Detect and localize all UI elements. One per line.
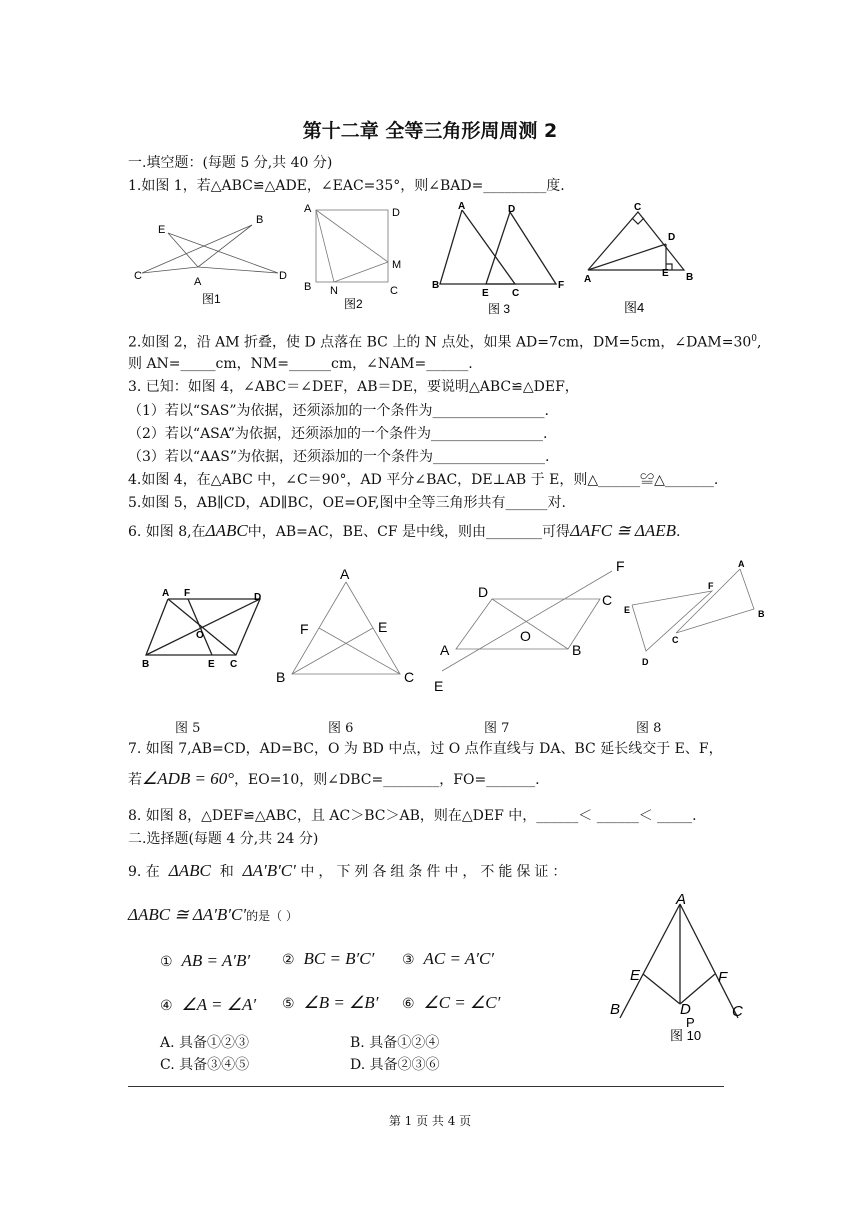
condition-3: ③ AC = A′C′ [402,949,495,968]
fig2-caption: 图2 [344,297,363,311]
question-3-part-1: （1）若以“SAS”为依据，还须添加的一个条件为________________. [128,403,549,419]
question-7-line-1: 7. 如图 7,AB=CD，AD=BC，O 为 BD 中点，过 O 点作直线与 DA、BC 延长线交于 E、F， [128,741,723,757]
question-3: 3. 已知：如图 4，∠ABC＝∠DEF，AB＝DE，要说明△ABC≌△DEF， [128,379,579,395]
fig3-label-f: F [558,280,565,291]
figure-6 [270,560,420,690]
fig10-label-c: C [732,1003,743,1020]
fig6-label-f: F [300,621,309,637]
figure-5 [140,585,270,675]
fig7-label-f: F [616,558,625,574]
fig5-caption: 图 5 [175,721,201,736]
fig6-label-a: A [340,566,350,582]
condition-5: ⑤ ∠B = ∠B′ [282,993,379,1012]
question-7-line-2: 若∠ADB = 60°，EO=10，则∠DBC=________，FO=_______. [128,769,540,788]
fig3-label-e: E [482,288,489,299]
fig3-label-a: A [458,201,466,212]
fig5-label-c: C [230,659,238,670]
fig7-label-d: D [478,584,489,600]
fig8-caption: 图 8 [636,721,662,736]
question-4: 4.如图 4，在△ABC 中，∠C＝90°，AD 平分∠BAC，DE⊥AB 于 E，则△______≌△_______. [128,472,719,488]
page-footer: 第 1 页 共 4 页 [388,1114,472,1128]
fig4-label-c: C [634,202,642,213]
fig2-label-c: C [390,285,398,297]
fig6-label-b: B [276,669,286,685]
fig2-label-b: B [304,281,312,293]
fig4-label-d: D [668,232,676,243]
figure-7 [430,555,640,695]
fig3-label-c: C [512,288,520,299]
condition-1: ① AB = A′B′ [160,951,251,970]
fig5-label-o: O [196,630,204,641]
condition-6: ⑥ ∠C = ∠C′ [402,993,501,1012]
fig1-caption: 图1 [202,292,221,306]
figure-8 [620,555,770,675]
fig4-label-e: E [662,268,669,279]
fig6-caption: 图 6 [328,721,354,736]
fig4-label-b: B [686,272,694,283]
question-2-line-2: 则 AN=_____cm，NM=______cm，∠NAM=______. [128,356,473,372]
fig8-label-b: B [758,609,765,619]
fig3-caption: 图 3 [488,302,511,316]
fig10-caption: 图 10 [670,1028,702,1043]
fig7-label-o: O [520,628,531,644]
condition-2: ② BC = B′C′ [282,949,375,968]
fig7-caption: 图 7 [484,721,510,736]
fig8-label-c: C [672,635,679,645]
fig7-label-c: C [602,592,613,608]
fig7-label-b: B [572,642,582,658]
fig7-label-a: A [440,642,450,658]
question-1: 1.如图 1，若△ABC≌△ADE，∠EAC=35°，则∠BAD=_________度. [128,178,565,194]
fig2-label-d: D [392,207,400,219]
figure-10 [600,892,750,1052]
question-9-line-1: 9. 在 ΔABC 和 ΔA′B′C′ 中，下列各组条件中，不能保证： [128,861,571,880]
fig10-label-e: E [630,967,641,984]
fig1-label-b: B [256,214,264,226]
fig4-caption: 图4 [624,300,645,315]
fig5-label-e: E [208,659,215,670]
question-8: 8. 如图 8，△DEF≌△ABC，且 AC＞BC＞AB，则在△DEF 中，______＜ ______＜ _____. [128,808,697,824]
fig3-label-b: B [432,280,440,291]
fig10-label-f: F [718,969,728,986]
page-title: 第十二章 全等三角形周周测 2 [302,120,558,142]
option-b: B. 具备①②④ [350,1035,440,1051]
fig1-label-c: C [134,270,142,282]
question-2-line-1: 2.如图 2，沿 AM 折叠，使 D 点落在 BC 上的 N 点处，如果 AD=7cm，DM=5cm，$\angle DAM=30^0$, [128,334,762,351]
figure-1 [130,205,300,305]
question-3-part-2: （2）若以“ASA”为依据，还须添加的一个条件为________________. [128,426,548,442]
fig5-label-f: F [184,588,191,599]
question-9-line-2: ΔABC ≅ ΔA′B′C′的是（ ） [128,905,298,924]
option-d: D. 具备②③⑥ [350,1057,440,1073]
fig10-label-a: A [676,891,687,908]
fig6-label-e: E [378,619,388,635]
fig8-label-d: D [642,657,649,667]
fig8-label-f: F [708,581,714,591]
figure-3 [430,200,570,315]
condition-4: ④ ∠A = ∠A′ [160,995,257,1014]
fig1-label-d: D [279,270,287,282]
fig8-label-a: A [738,559,745,569]
fig2-label-a: A [304,203,312,215]
fig5-label-d: D [254,592,262,603]
fig1-label-a: A [194,276,202,288]
question-5: 5.如图 5，AB∥CD，AD∥BC，OE=OF,图中全等三角形共有______对. [128,495,566,511]
footer-divider [128,1086,724,1087]
fig1-label-e: E [158,224,166,236]
question-3-part-3: （3）若以“AAS”为依据，还须添加的一个条件为________________. [128,449,550,465]
fig10-label-p: P [686,1015,695,1030]
figure-4 [580,200,705,315]
fig2-label-m: M [392,259,402,271]
option-c: C. 具备③④⑤ [160,1057,250,1073]
option-a: A. 具备①②③ [160,1035,250,1051]
figure-2 [300,200,410,310]
fig10-label-d: D [680,1001,691,1018]
section-choice-heading: 二.选择题(每题 4 分,共 24 分) [128,831,319,847]
fig5-label-b: B [142,659,150,670]
fig6-label-c: C [404,669,415,685]
fig5-label-a: A [162,588,170,599]
fig8-label-e: E [624,605,631,615]
question-6: 6. 如图 8,在ΔABC中，AB=AC，BE、CF 是中线，则由________可得ΔAFC ≅ ΔAEB. [128,521,681,540]
fig10-label-b: B [610,1001,621,1018]
fig2-label-n: N [330,285,338,297]
fig7-label-e: E [434,678,444,694]
fig4-label-a: A [584,274,592,285]
fig3-label-d: D [508,204,516,215]
section-fill-in-heading: 一.填空题：(每题 5 分,共 40 分) [128,155,333,171]
